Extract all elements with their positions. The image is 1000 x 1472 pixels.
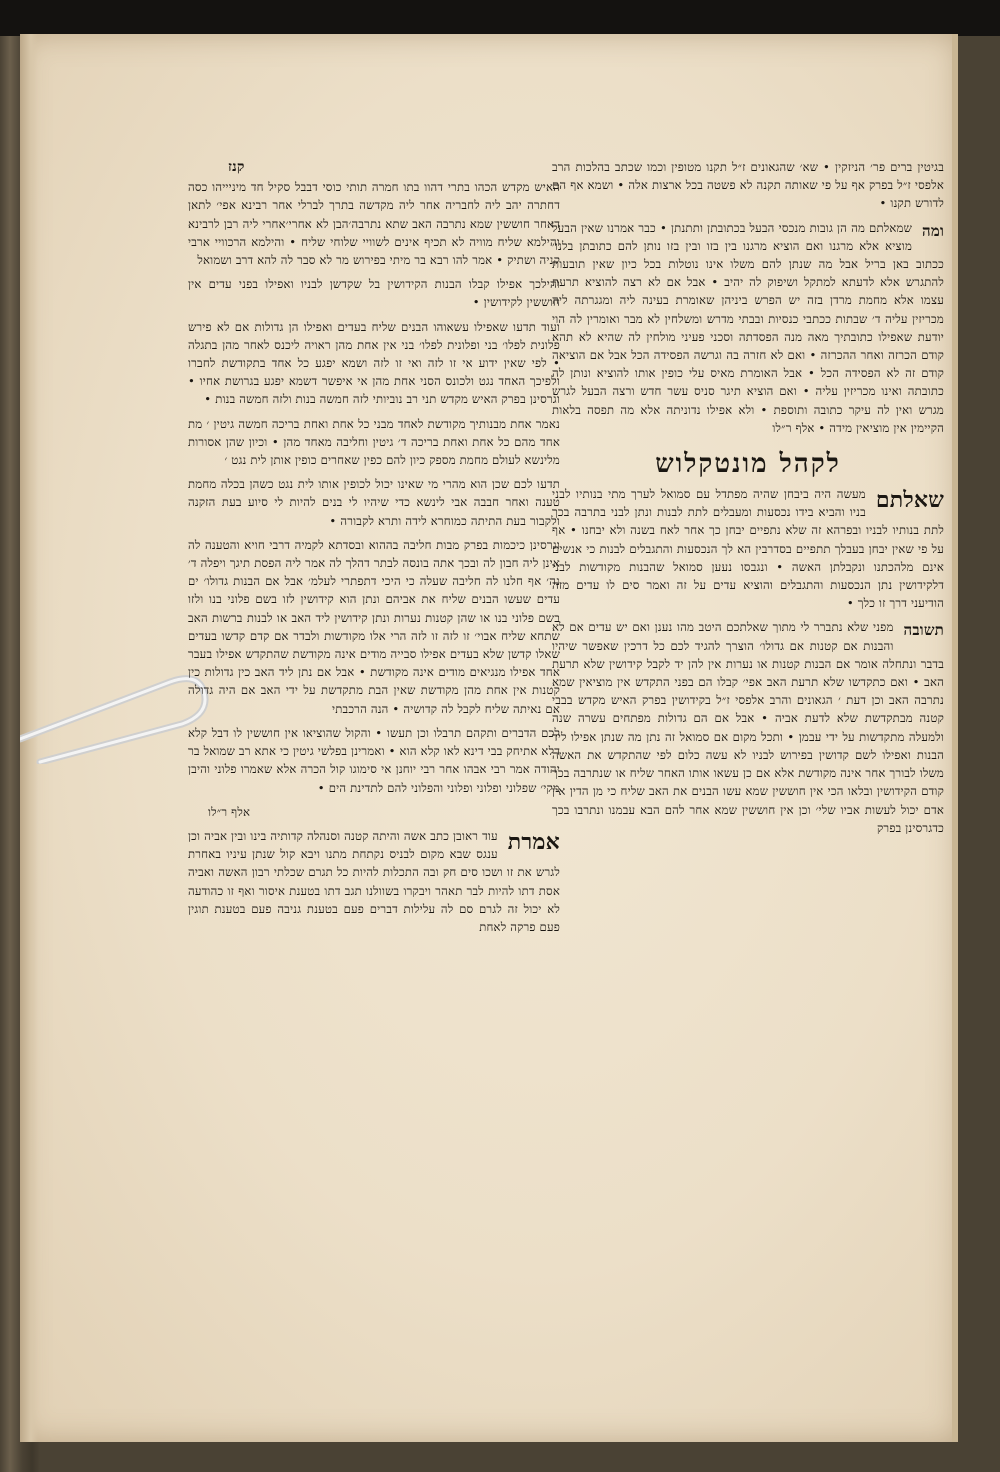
right-para-2-text: שמאלתם מה הן גובות מנכסי הבעל בכתובתן ותתנתן • כבר אמרנו שאין הבעל מוציא אלא מרגנו ואם הוציא מרגנו בין בזו ובין בזו נותן להם כתובתן בלנו׳ ככתוב באן בריל אבל מה שנתן להם משלו אינו נוטלות בכל כיון שאין תובעות להתגרש אלא לדעתא למתקל ושיפוק לה יהיב • אבל אם לא רצה להוציא תרעת עצמו אלא מחמת מרדן בזה יש הפרש ביניהן שאומרת בעינה ליה ומגגרתה ליה מכריזין עליה ד׳ שבתות ככתבי כנסיות ובבתי מדרש ומשלחין לא מבר ואומרין לה הוי יודעת שאפילו כתובתיך מאה מנה הפסדתה וסכני פעיני מולחין לה שהיא לא תהא קודם הכרזה ואחר ההכרזה • ואם לא חזרה בה וגרשה הפסידה הכל אבל אם הוציאה קודם זה לא הפסידה הכל • אבל האומרת מאיס עלי כופין אותו להוציא ונותן לה כתובתה ואינו מכריזין עליה • ואם הוציא תיגר סניס עשר חדש ורצה הבעל לגרש מגרש ואין לה עיקר כתובה ותוספת • ולא אפילו נדוניתה אלא מה תפסה בלאות הקיימין אין מוציאין מידה • אלף ר״לו (552, 220, 944, 435)
left-lead-word-1: אמרת (507, 828, 560, 855)
left-text-column (188, 158, 560, 942)
right-para-4 (552, 618, 944, 836)
right-text-column (552, 158, 944, 843)
left-para-8 (188, 827, 560, 936)
scanner-top-band (0, 0, 1000, 36)
left-para-4: נאמר אחת מבנותיך מקודשת לאחד מבני כל אחת ואחת בריכה חמשה גיטין ׳ מת אחד מהם כל אחת ואחת בריכה ד׳ גיטין וחליבה מאחד מהן • וכיון שהן אסורות מלינשא לעולם מחמת מספק כיון להם כפין שאחרים כופין אותן לית נגט ׳ (188, 416, 560, 468)
left-para-7: לכם הדברים ותקהם תרבלו וכן תעשו • והקול שהוציאו אין חוששין לו דבל קלא דלא אתיחק בבי דינא לאו קלא הוא • ואמרינן בפלשי גיטין כי אתא רב שמואל בר יהודה אמר רבי אבהו אחר רבי יוחנן אי סימוגו קול הכרה אלא שאמרו פלוני והיבן מקי׳ שפלוני ופלוני ופלוני והפלוני להם לתדינת הים • (188, 725, 560, 795)
left-para-1: האיש מקדש הכהו בתרי דהוו בתו חמרה תותי כוסי דבבל סקיל חד מיניייהו כסה דחתרה יהב ליה לחבריה אחר ליה מקדשה בתרך לברלי אחר רבינא אפי׳ לתאן דאחר חוששין שמא נתרבה האב שתא נתרבה׳הבן לא אחרי׳אחרי ליה רבן לרבינא והילמא שליח מוויה לא תכיף אינים לשוויי שלוחי שליח • והילמא הרכוויי ארבי קניה ושתיק • אמר להו רבא בר מיתי בפירוש מר לא סבר לה להא דרב ושמואל (188, 180, 560, 268)
left-signature: אלף ר״לו (208, 804, 251, 819)
right-para-4-text: מפני שלא נתברר לי מתוך שאלתכם היטב מהו נענן ואם יש עדים אם לא והבנות אם קטנות אם גדולו׳ הוצרך להגיד לכם כל דרכין שאפשר שיהיו בדבר ונתחלה אומר אם הבנות קטנות או נערות אין להן יד לקבל קידושין שלא תרעת האב • ואם כתקדשו שלא תרעת האב אפי׳ קבלו הם בפני התקדש אין מוציאין שמא נתרבה האב וכן דעת ׳ הגאונים והרב אלפסי ז״ל בקידושין בפרק האיש מקדש בבבי קטנה מבתקדשת שלא לדעת אביה • אבל אם הם גדולות מפתחים עשרה שנה ולמעלה מתקדשות על ידי עבמן • ותכל מקום אם סמואל זה נתן מה שנתן אפילו ליד הבנות ואפילו לשם קדושין בפירוש לבניו לא עשה כלום לפי שהתקדש את האשה משלו לבורך אחר אינה מקודשת אלא אם כן עשאו אותו האחר שליח או שנתרבה בכך קודם הקידושין ובלאו הכי אין חוששין שמא עשו הבנים את האב שליח כי מן הדין אין אדם יכול לעשות אביו שלי׳ וכן אין חוששין שמא אחר להם הבא עבמנו ונתרבו בכך כדגרסינן בפרק (552, 620, 944, 835)
folio-number: קנז (228, 159, 245, 175)
left-para-5: תדעו לכם שכן הוא מהרי מי שאינו יכול לכופין אותו לית נגט כשהן בכלה מחמת טענה ואחר חבבה אבי לינשא כדי שיהיו לי בנים להיות לי סיוע בעת הזקנה ולקבור בעת התיתה כמוחרא לידה ותרא לקבורה • (188, 477, 560, 528)
left-para-6: וגרסינן כיכמות בפרק מבות חליבה בההוא ובסדתא לקמיה דרבי חויא והטענה לה אינן ליה חבון לה ובכך אתה בונסה לבתר דהלך לה אמר ליה הפסת תיגך ויפלה ד׳ נה׳ אף חלנו לה חליבה שעלה כי היכי דתפתרי לעלמ׳ אבל אם הבנות גדולו׳ ים עדים שעשו הבנים שליח את אביהם ונתן הוא קידושין לזו בשם פלוני בנו ולזו בשם פלוני בנו או שהן קטנות נערות ונתן קידושין ליד האב או לבנות ברשות האב שתחא שליח אבוי׳ זו לזה זו לזה הרי אלו מקודשות ולבדר אם קדם קדשו בעדים שאלו קדשן שלא בעדים אפילו סבייה מודים אינה מקודשת שהתקדש אפילו בעבר אחד אפילו מנגיאים מודים אינה מקודשת • אבל אם נתן ליד האב כין גדולות כין קטנות אין אחת מהן מקודשת שאין הבת מתקדשת על ידי האב אם היה גדולה אם נאיתה שליח לקבל לה קדושיה • הנה הרכבתי (188, 537, 560, 716)
right-lead-word-2: שאלתם (875, 487, 944, 514)
paper-clip-icon (20, 644, 210, 764)
right-para-2 (552, 219, 944, 437)
right-para-3 (552, 485, 944, 612)
right-para-3-text: מעשה היה ביבחן שהיה מפתדל עם סמואל לערך מתי בנותיו לבני בניו והביא בידו נכסעות ומעבלים לתת לבנות ונתן לבני בתרבה בכך לתת בנותיו לבניו ובפרהא זה שלא נתפיים יבחן כך אחר לאח בשנה ולא יבחנו • אף על פי שאין יבחן בעבלך תתפיים בסדרבין הא לך הנכסעות והתגבלים לבנות כי אנשים אינם מלהכתנו ונקבלתן האשה • ונגבסו נעען סמואל שהבנות מקודשות לבני דלקידושין נתן הנכסעות והתגבלים והוציא עדים על זה ואמר סים לו עדים מזה הודיעני דרך זו כלך • (552, 487, 944, 611)
right-lead-word-3: תשובה (903, 621, 944, 640)
left-para-2: והילכך אפילו קבלו הבנות הקידושין בל שקדשן לבניו ואפילו בפני עדים אין חוששין לקידושין • (188, 277, 560, 310)
section-heading: לקהל מונטקלוש (655, 449, 841, 480)
right-lead-word-1: ומה (922, 221, 944, 240)
right-para-1: בגיטין ברים פר׳ הניזקין • שא׳ שהגאונים ז״ל תקנו מטופין וכמו שכתב בהלכות הרב אלפסי ז״ל בפרק אף על פי שאותה תקנה לא פשטה בכל ארצות אלה • ושמא אף הם לדורש תקנו • (552, 160, 944, 211)
page-right-edge (952, 34, 958, 1442)
left-para-3: ועוד תדעו שאפילו עשאוהו הבנים שליח בעדים ואפילו הן גדולות אם לא פירש פלונית לפלו׳ בני ופלונית לפלו׳ בני אין אחת מהן ראויה ליכנס לאחר מהן בתגלה • לפי שאין ידוע אי זו לזה ואי זו לזה ושמא יפגע כל אחד בתקודשת לחברו ולפיכך האחד נגט ולכונס הסני אחת מהן אי איפשר דשמא יפגע בגרושת אחיו • וגרסינן בפרק האיש מקדש תני רב נוביותי לזה חמשה בנות ולזה חמשה בנות • (188, 319, 560, 407)
left-para-8-text: עוד ראובן כתב אשה והיתה קטנה וסנהלה קדותיה בינו ובין אביה וכן ענגס שבא מקום לבניס נקתחת מתנו ויבא קול שנתן עיניו באחרת לגרש את זו ושכו סים חק ובה התכלות להיות כל תגרם שכלתי רבון האשה ואביה אסת דתו להיות לבר תאהר ויבקרו בשוולנו תגב דתו בטענת איסור ואף זו כהודעה לא יכול זה לגרם סם לה עלילות דברים פעם בטענת גניבה פעם בטענת תוגין פעם פרקה לאחת (188, 828, 560, 934)
